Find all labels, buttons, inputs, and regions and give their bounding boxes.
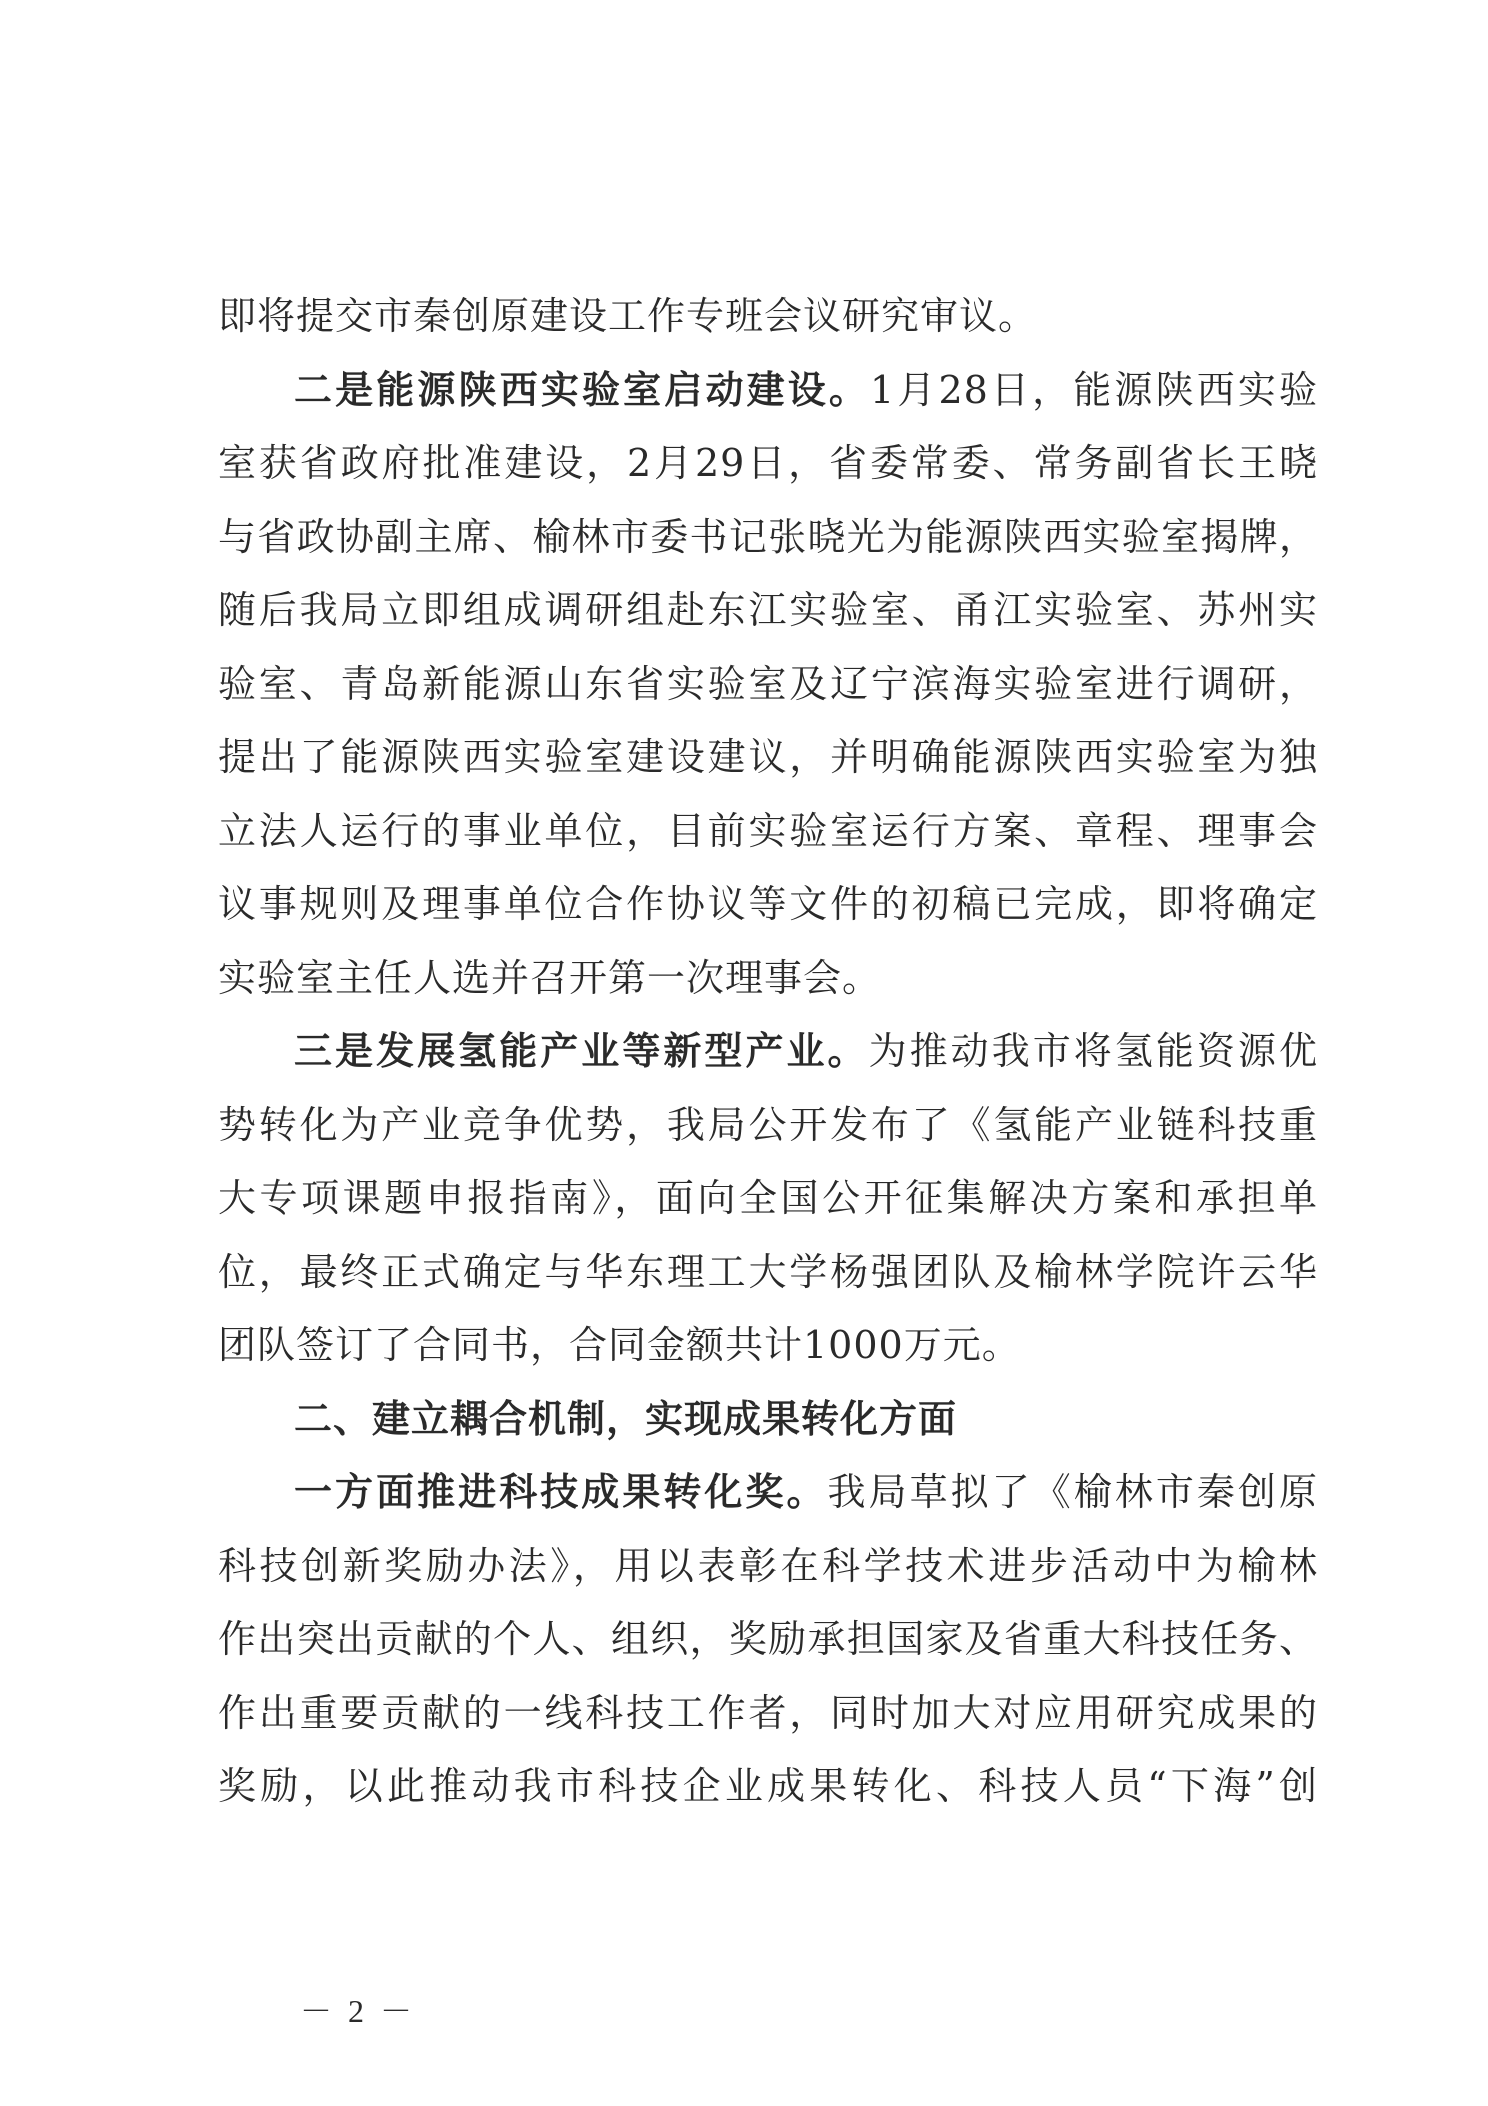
line-text: 位，最终正式确定与华东理工大学杨强团队及榆林学院许云华 <box>218 1249 1318 1294</box>
line-text: 科技创新奖励办法》，用以表彰在科学技术进步活动中为榆林 <box>218 1543 1318 1588</box>
text-line <box>218 1162 1318 1236</box>
text-line <box>218 1456 1318 1530</box>
line-text: 验室、青岛新能源山东省实验室及辽宁滨海实验室进行调研， <box>218 661 1318 706</box>
bold-lead-text: 三是发展氢能产业等新型产业。 <box>294 1029 869 1073</box>
line-text: 大专项课题申报指南》，面向全国公开征集解决方案和承担单 <box>218 1176 1318 1220</box>
text-line <box>218 1236 1318 1310</box>
line-text: 室获省政府批准建设，2月29日，省委常委、常务副省长王晓 <box>218 441 1318 485</box>
line-text: 团队签订了合同书，合同金额共计1000万元。 <box>218 1323 1021 1367</box>
text-line <box>218 501 1318 575</box>
text-line <box>218 427 1318 501</box>
text-line <box>218 795 1318 869</box>
line-text: 1月28日，能源陕西实验 <box>870 367 1319 412</box>
text-line <box>218 280 1318 354</box>
bold-lead-text: 一方面推进科技成果转化奖。 <box>294 1470 828 1514</box>
line-text: 势转化为产业竞争优势，我局公开发布了《氢能产业链科技重 <box>218 1102 1318 1147</box>
text-line <box>218 574 1318 648</box>
text-line <box>218 1383 1318 1457</box>
text-line <box>218 721 1318 795</box>
document-body <box>218 280 1318 1824</box>
text-line <box>218 1089 1318 1163</box>
text-line <box>218 1015 1318 1089</box>
line-text: 与省政协副主席、榆林市委书记张晓光为能源陕西实验室揭牌， <box>218 514 1318 559</box>
text-line <box>218 1309 1318 1383</box>
line-text: 提出了能源陕西实验室建设建议，并明确能源陕西实验室为独 <box>218 735 1318 779</box>
line-text: 作出重要贡献的一线科技工作者，同时加大对应用研究成果的 <box>218 1690 1318 1735</box>
bold-lead-text: 二是能源陕西实验室启动建设。 <box>294 367 871 412</box>
line-text: 为推动我市将氢能资源优 <box>868 1029 1318 1073</box>
line-text: 即将提交市秦创原建设工作专班会议研究审议。 <box>218 294 1038 338</box>
text-line <box>218 354 1318 428</box>
text-line <box>218 942 1318 1016</box>
text-line <box>218 1750 1318 1824</box>
text-line <box>218 648 1318 722</box>
line-text: 实验室主任人选并召开第一次理事会。 <box>218 955 882 1000</box>
text-line <box>218 868 1318 942</box>
text-line <box>218 1530 1318 1604</box>
text-line <box>218 1603 1318 1677</box>
line-text: 我局草拟了《榆林市秦创原 <box>827 1470 1318 1514</box>
line-text: 作出突出贡献的个人、组织，奖励承担国家及省重大科技任务、 <box>218 1617 1318 1661</box>
line-text: 议事规则及理事单位合作协议等文件的初稿已完成，即将确定 <box>218 882 1318 926</box>
page-number: － 2 － <box>300 1993 417 2029</box>
line-text: 奖励，以此推动我市科技企业成果转化、科技人员“下海”创 <box>218 1764 1318 1808</box>
bold-lead-text: 二、建立耦合机制，实现成果转化方面 <box>294 1396 958 1441</box>
text-line <box>218 1677 1318 1751</box>
line-text: 随后我局立即组成调研组赴东江实验室、甬江实验室、苏州实 <box>218 588 1318 632</box>
line-text: 立法人运行的事业单位，目前实验室运行方案、章程、理事会 <box>218 808 1318 853</box>
